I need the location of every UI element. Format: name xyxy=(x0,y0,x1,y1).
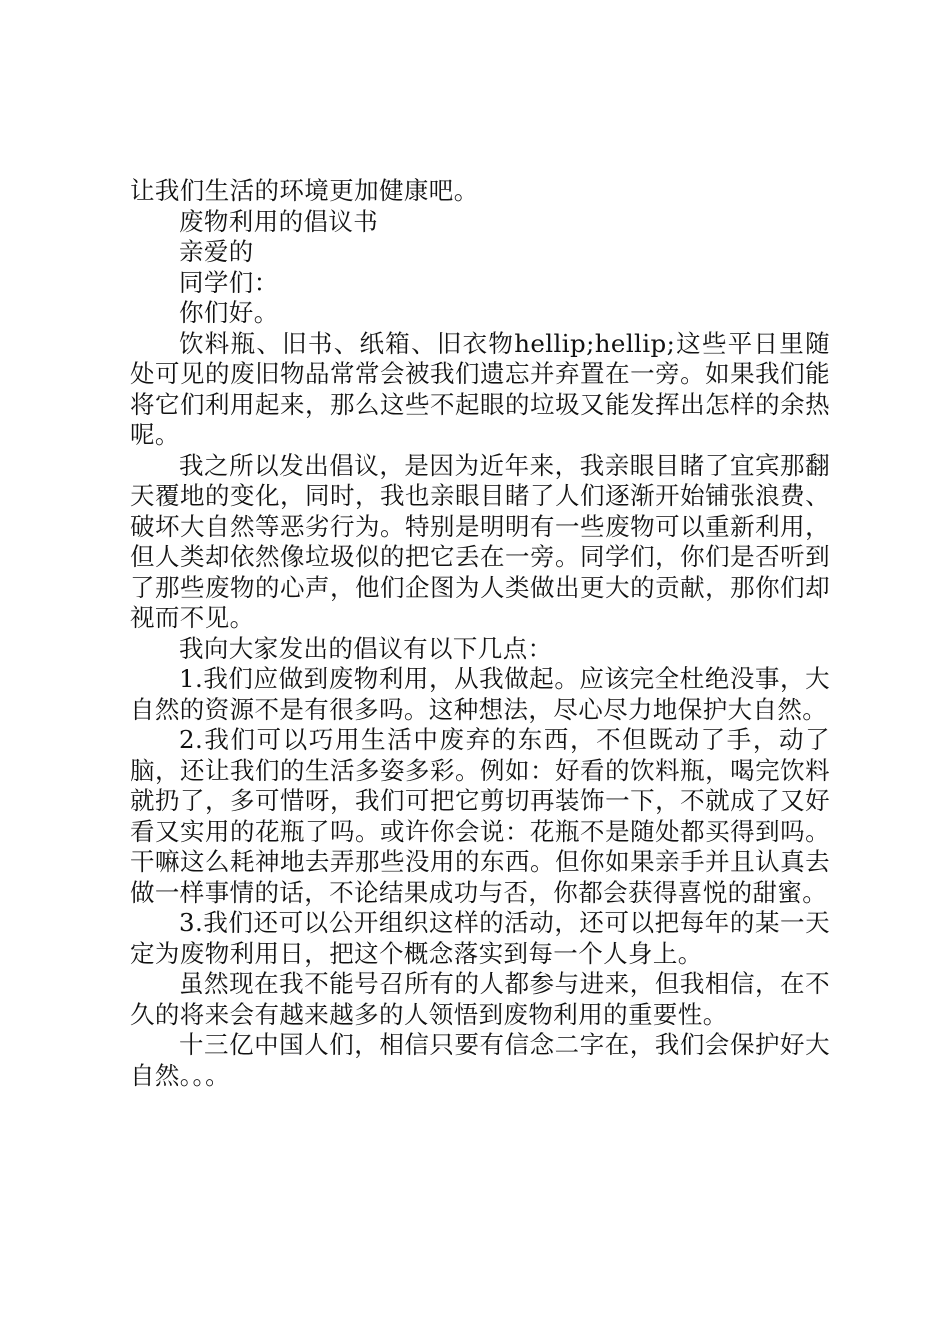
paragraph-conclusion: 十三亿中国人们，相信只要有信念二字在，我们会保护好大自然。。。 xyxy=(130,1030,830,1090)
salutation-line-1: 亲爱的 xyxy=(179,237,254,266)
paragraph-closing-line: 让我们生活的环境更加健康吧。 xyxy=(130,176,479,205)
document-title: 废物利用的倡议书 xyxy=(179,206,379,236)
paragraph-belief: 虽然现在我不能号召所有的人都参与进来，但我相信，在不久的将来会有越来越多的人领悟到废物利用的重要性。 xyxy=(130,969,830,1029)
paragraph-reason: 我之所以发出倡议，是因为近年来，我亲眼目睹了宜宾那翻天覆地的变化，同时，我也亲眼目睹了人们逐渐开始铺张浪费、破坏大自然等恶劣行为。特别是明明有一些废物可以重新利用，但人类却依然像垃圾似的把它丢在一旁。同学们，你们是否听到了那些废物的心声，他们企图为人类做出更大的贡献，那你们却视而不见。 xyxy=(130,450,830,632)
salutation-line-2: 同学们： xyxy=(179,267,279,297)
proposal-item-3: 3.我们还可以公开组织这样的活动，还可以把每年的某一天定为废物利用日，把这个概念落实到每一个人身上。 xyxy=(130,908,830,968)
proposal-item-1: 1.我们应做到废物利用，从我做起。应该完全杜绝没事，大自然的资源不是有很多吗。这种想法，尽心尽力地保护大自然。 xyxy=(130,664,830,724)
paragraph-intro: 饮料瓶、旧书、纸箱、旧衣物hellip;hellip;这些平日里随处可见的废旧物品常常会被我们遗忘并弃置在一旁。如果我们能将它们利用起来，那么这些不起眼的垃圾又能发挥出怎样的余热呢。 xyxy=(130,328,830,449)
document-body xyxy=(130,176,830,1091)
paragraph-proposal-heading: 我向大家发出的倡议有以下几点： xyxy=(179,633,553,663)
proposal-item-2: 2.我们可以巧用生活中废弃的东西，不但既动了手，动了脑，还让我们的生活多姿多彩。例如：好看的饮料瓶，喝完饮料就扔了，多可惜呀，我们可把它剪切再装饰一下，不就成了又好看又实用的花瓶了吗。或许你会说：花瓶不是随处都买得到吗。干嘛这么耗神地去弄那些没用的东西。但你如果亲手并且认真去做一样事情的话，不论结果成功与否，你都会获得喜悦的甜蜜。 xyxy=(130,725,830,907)
greeting: 你们好。 xyxy=(179,298,279,327)
